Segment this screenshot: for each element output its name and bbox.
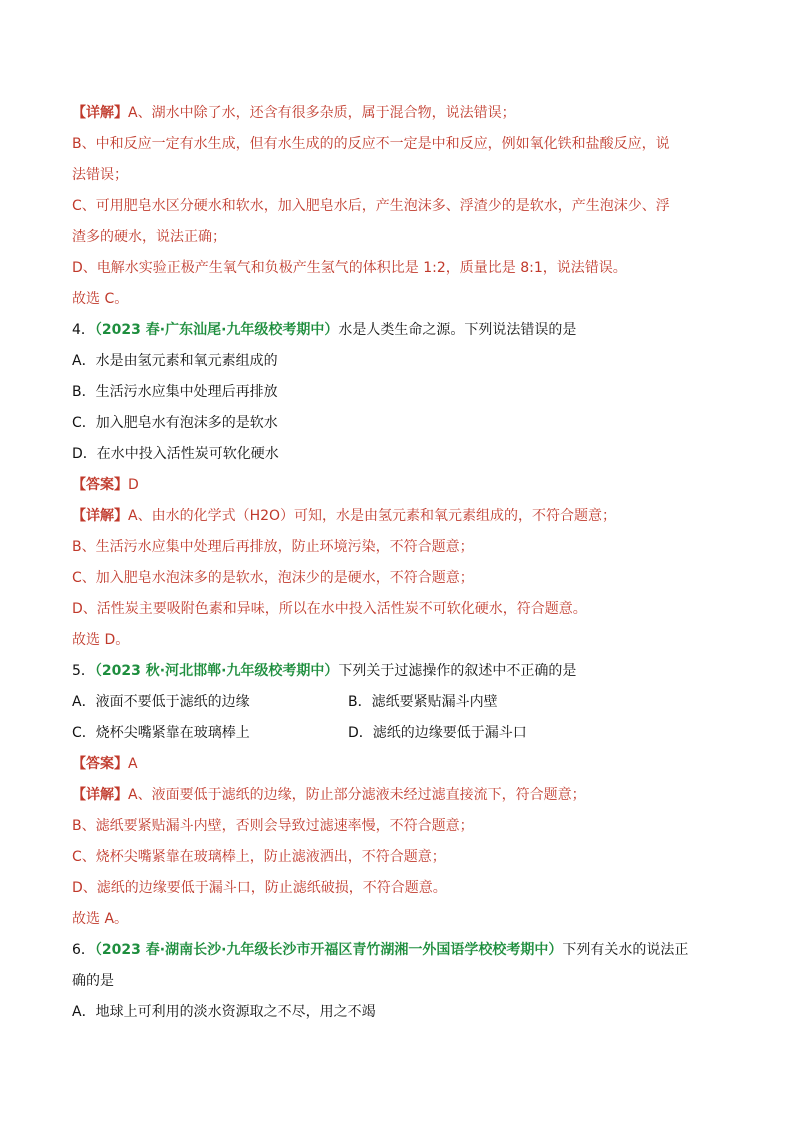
q5-explain-line-2: B、滤纸要紧贴漏斗内壁，否则会导致过滤速率慢，不符合题意； (72, 818, 474, 834)
q5-stem (72, 656, 722, 687)
q4-option-b: B．生活污水应集中处理后再排放 (72, 384, 278, 400)
q5-explain-line-4: D、滤纸的边缘要低于漏斗口，防止滤纸破损，不符合题意。 (72, 880, 447, 896)
q6-stem-continued: 确的是 (72, 973, 114, 989)
q6-stem (72, 935, 722, 966)
q5-option-b: B．滤纸要紧贴漏斗内壁 (348, 694, 498, 710)
q3-explain-line-2: B、中和反应一定有水生成，但有水生成的的反应不一定是中和反应，例如氧化铁和盐酸反应，说 (72, 136, 670, 152)
question-number: 6． (72, 942, 95, 958)
q4-stem (72, 315, 722, 346)
q4-explain-line-2: B、生活污水应集中处理后再排放，防止环境污染，不符合题意； (72, 539, 474, 555)
q4-conclusion: 故选 D。 (72, 632, 130, 648)
explain-label: 【详解】 (72, 508, 128, 524)
question-text: 下列有关水的说法正 (562, 942, 689, 958)
q5-option-d: D．滤纸的边缘要低于漏斗口 (348, 725, 527, 741)
q5-conclusion: 故选 A。 (72, 911, 129, 927)
q3-explain-line-4: C、可用肥皂水区分硬水和软水，加入肥皂水后，产生泡沫多、浮渣少的是软水，产生泡沫少、浮 (72, 198, 670, 214)
q3-explain-line-5: 渣多的硬水，说法正确； (72, 229, 226, 245)
q5-options-row-2 (72, 718, 722, 749)
question-source: （2023 秋·河北邯郸·九年级校考期中） (94, 663, 339, 679)
q4-explain-line-3: C、加入肥皂水泡沫多的是软水，泡沫少的是硬水，不符合题意； (72, 570, 474, 586)
answer-label: 【答案】 (72, 756, 128, 772)
q6-option-a: A．地球上可利用的淡水资源取之不尽，用之不竭 (72, 1004, 376, 1020)
q4-option-a: A．水是由氢元素和氧元素组成的 (72, 353, 278, 369)
answer-label: 【答案】 (72, 477, 128, 493)
q3-conclusion: 故选 C。 (72, 291, 129, 307)
q5-answer (72, 749, 722, 780)
q5-explain-line-3: C、烧杯尖嘴紧靠在玻璃棒上，防止滤液洒出，不符合题意； (72, 849, 446, 865)
q5-option-a: A．液面不要低于滤纸的边缘 (72, 694, 250, 710)
explain-label: 【详解】 (72, 105, 128, 121)
question-number: 5． (72, 663, 95, 679)
document-page (72, 98, 722, 1028)
question-source: （2023 春·广东汕尾·九年级校考期中） (94, 322, 339, 338)
answer-value: D (128, 477, 139, 493)
question-text: 下列关于过滤操作的叙述中不正确的是 (338, 663, 577, 679)
q5-explain-line-1 (72, 780, 722, 811)
question-text: 水是人类生命之源。下列说法错误的是 (338, 322, 577, 338)
explain-label: 【详解】 (72, 787, 128, 803)
q3-explain-line-3: 法错误； (72, 167, 128, 183)
q4-answer (72, 470, 722, 501)
explain-text: A、湖水中除了水，还含有很多杂质，属于混合物，说法错误； (128, 105, 516, 121)
q5-option-c: C．烧杯尖嘴紧靠在玻璃棒上 (72, 725, 250, 741)
question-number: 4． (72, 322, 95, 338)
q4-explain-line-1 (72, 501, 722, 532)
q4-explain-line-4: D、活性炭主要吸附色素和异味，所以在水中投入活性炭不可软化硬水，符合题意。 (72, 601, 587, 617)
q4-option-d: D．在水中投入活性炭可软化硬水 (72, 446, 279, 462)
q3-explain-line-6: D、电解水实验正极产生氧气和负极产生氢气的体积比是 1:2，质量比是 8:1，说法错误。 (72, 260, 627, 276)
question-source: （2023 春·湖南长沙·九年级长沙市开福区青竹湖湘一外国语学校校考期中） (94, 942, 563, 958)
explain-text: A、液面要低于滤纸的边缘，防止部分滤液未经过滤直接流下，符合题意； (128, 787, 586, 803)
answer-value: A (128, 756, 138, 772)
explain-text: A、由水的化学式（H2O）可知，水是由氢元素和氧元素组成的，不符合题意； (128, 508, 617, 524)
q3-explain-line-1 (72, 98, 722, 129)
q5-options-row-1 (72, 687, 722, 718)
q4-option-c: C．加入肥皂水有泡沫多的是软水 (72, 415, 278, 431)
